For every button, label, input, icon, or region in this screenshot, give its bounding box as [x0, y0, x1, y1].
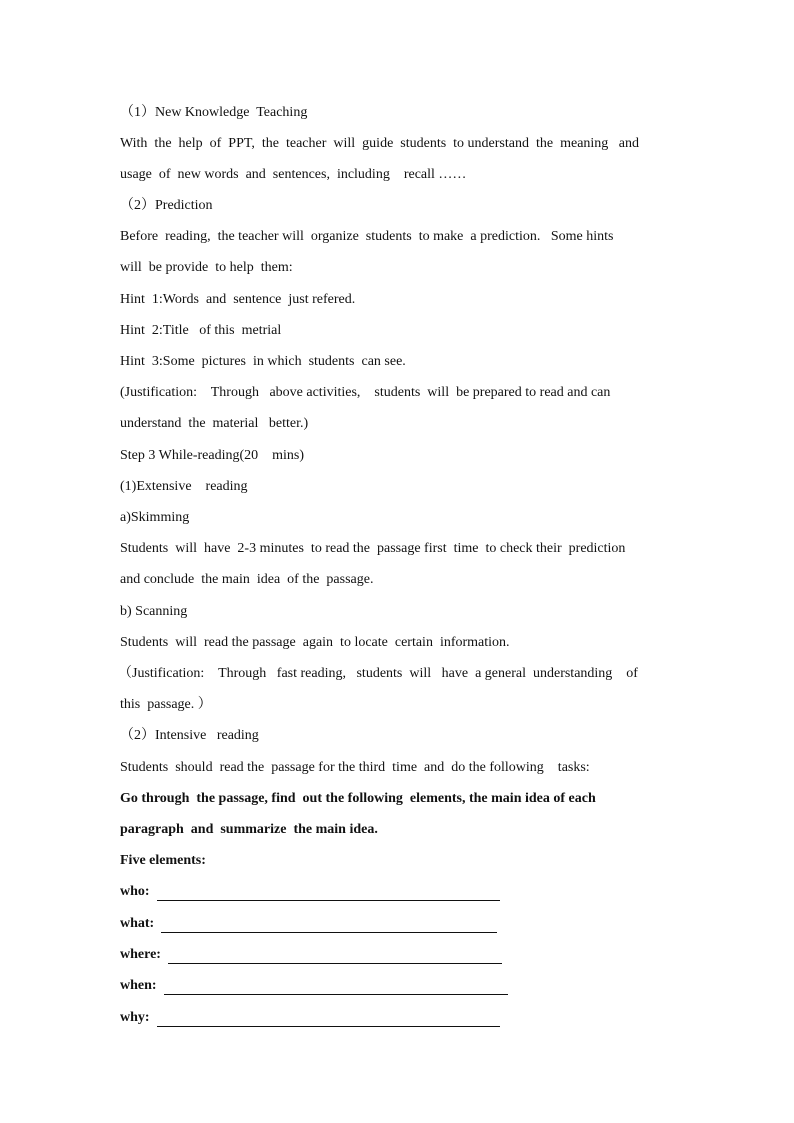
- step-3-heading: Step 3 While-reading(20 mins): [120, 448, 305, 463]
- paragraph-line: Students should read the passage for the third time and do the following tasks:: [120, 760, 590, 775]
- when-blank[interactable]: [164, 980, 508, 995]
- justification-line: this passage. ）: [120, 697, 212, 712]
- paragraph-line: will be provide to help them:: [120, 260, 293, 275]
- when-label: when:: [120, 978, 157, 993]
- what-blank[interactable]: [161, 918, 497, 933]
- task-instruction: paragraph and summarize the main idea.: [120, 822, 378, 837]
- what-field: [120, 915, 497, 933]
- justification-line: （Justification: Through fast reading, students will have a general understanding of: [118, 666, 638, 681]
- hint-1: Hint 1:Words and sentence just refered.: [120, 292, 356, 307]
- hint-3: Hint 3:Some pictures in which students can see.: [120, 354, 406, 369]
- scanning-heading: b) Scanning: [120, 604, 188, 619]
- five-elements-heading: Five elements:: [120, 853, 206, 868]
- why-label: why:: [120, 1010, 150, 1025]
- paragraph-line: Students will have 2-3 minutes to read the passage first time to check their prediction: [120, 541, 626, 556]
- justification-line: (Justification: Through above activities, students will be prepared to read and can: [120, 385, 611, 400]
- why-field: [120, 1009, 500, 1027]
- hint-2: Hint 2:Title of this metrial: [120, 323, 282, 338]
- extensive-reading-heading: (1)Extensive reading: [120, 479, 248, 494]
- who-field: [120, 883, 500, 901]
- paragraph-line: Students will read the passage again to locate certain information.: [120, 635, 510, 650]
- where-label: where:: [120, 947, 161, 962]
- skimming-heading: a)Skimming: [120, 510, 190, 525]
- task-instruction: Go through the passage, find out the following elements, the main idea of each: [120, 791, 596, 806]
- who-blank[interactable]: [157, 886, 500, 901]
- justification-line: understand the material better.): [120, 416, 309, 431]
- where-field: [120, 946, 502, 964]
- paragraph-line: usage of new words and sentences, including recall ……: [120, 167, 467, 182]
- where-blank[interactable]: [168, 949, 502, 964]
- who-label: who:: [120, 884, 150, 899]
- paragraph-line: and conclude the main idea of the passage.: [120, 572, 374, 587]
- heading-prediction: （2）Prediction: [120, 198, 213, 213]
- when-field: [120, 977, 508, 995]
- why-blank[interactable]: [157, 1012, 500, 1027]
- what-label: what:: [120, 916, 155, 931]
- intensive-reading-heading: （2）Intensive reading: [120, 728, 259, 743]
- paragraph-line: Before reading, the teacher will organize students to make a prediction. Some hints: [120, 229, 614, 244]
- paragraph-line: With the help of PPT, the teacher will guide students to understand the meaning and: [120, 136, 640, 151]
- heading-new-knowledge: （1）New Knowledge Teaching: [120, 105, 308, 120]
